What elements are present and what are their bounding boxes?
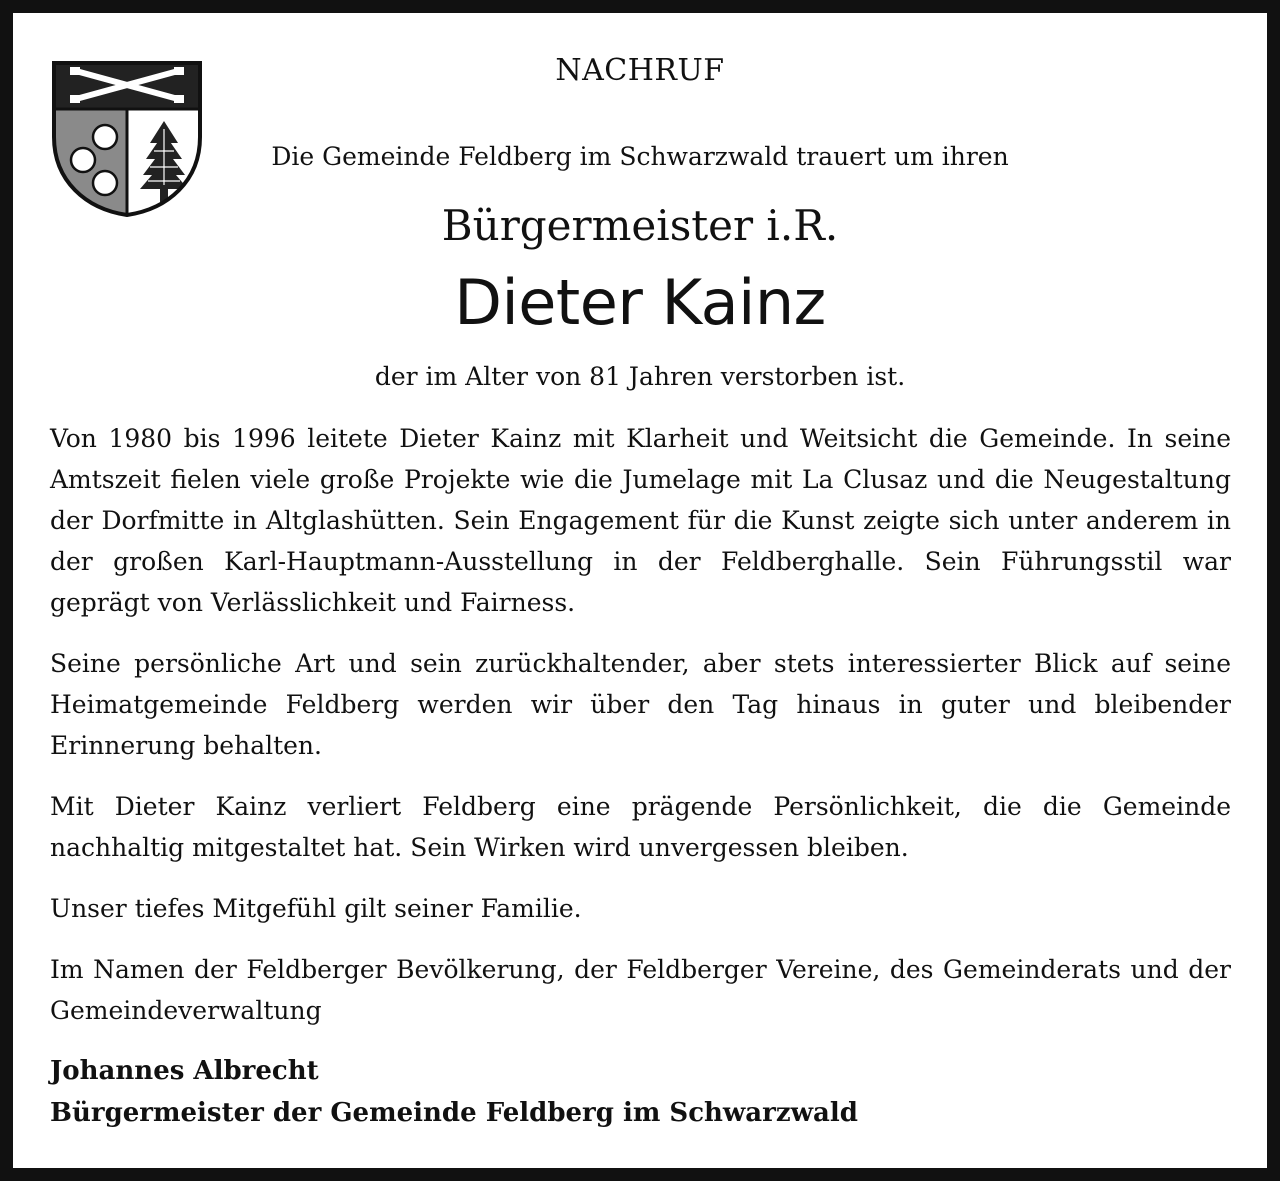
signatory-role: Bürgermeister der Gemeinde Feldberg im Schwarzwald bbox=[50, 1098, 858, 1128]
body-paragraph: Seine persönliche Art und sein zurückhaltender, aber stets interessierter Blick auf seine Heimatgemeinde Feldberg werden wir über den Tag hinaus in guter und bleibender Erinnerung behalten. bbox=[50, 649, 1231, 760]
age-line: der im Alter von 81 Jahren verstorben ist. bbox=[374, 362, 906, 391]
body-paragraph: Im Namen der Feldberger Bevölkerung, der Feldberger Vereine, des Gemeinderats und der Gemeindeverwaltung bbox=[50, 955, 1231, 1025]
notice-body bbox=[50, 418, 1231, 1051]
signature-block bbox=[50, 1050, 1231, 1134]
body-paragraph: Von 1980 bis 1996 leitete Dieter Kainz mit Klarheit und Weitsicht die Gemeinde. In seine Amtszeit fielen viele große Projekte wie die Jumelage mit La Clusaz und die Neugestaltung der Dorfmitte in Altglashütten. Sein Engagement für die Kunst zeigte sich unter anderem in der großen Karl-Hauptmann-Ausstellung in der Feldberghalle. Sein Führungsstil war geprägt von Verlässlichkeit und Fairness. bbox=[50, 424, 1231, 617]
body-paragraph: Unser tiefes Mitgefühl gilt seiner Familie. bbox=[50, 894, 582, 923]
notice-heading: NACHRUF bbox=[555, 53, 725, 88]
deceased-name: Dieter Kainz bbox=[454, 266, 826, 339]
deceased-title: Bürgermeister i.R. bbox=[441, 201, 839, 250]
signatory-name: Johannes Albrecht bbox=[50, 1056, 319, 1086]
body-paragraph: Mit Dieter Kainz verliert Feldberg eine prägende Persönlichkeit, die die Gemeinde nachhaltig mitgestaltet hat. Sein Wirken wird unvergessen bleiben. bbox=[50, 792, 1231, 862]
intro-line: Die Gemeinde Feldberg im Schwarzwald trauert um ihren bbox=[271, 142, 1009, 171]
